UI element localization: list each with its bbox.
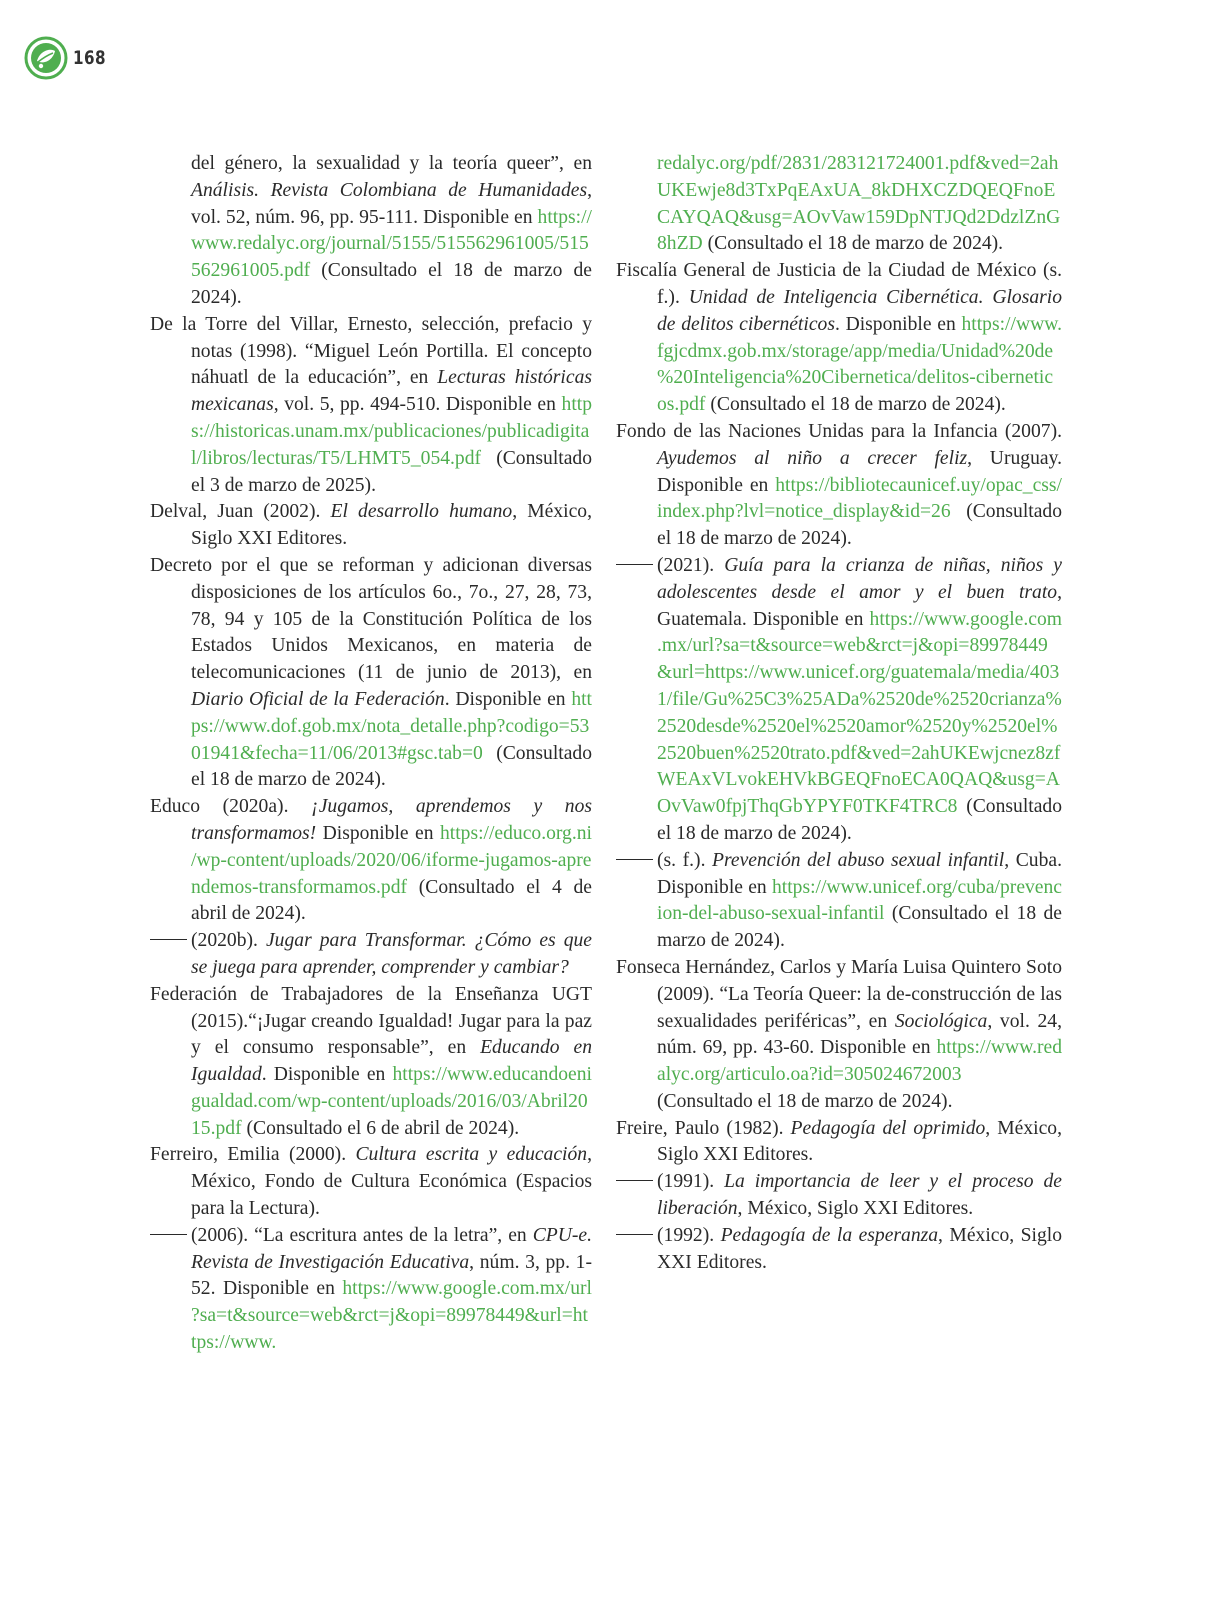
ditto-dash: [616, 1234, 653, 1235]
reference-title: Análisis. Revista Colombiana de Humanidades: [191, 179, 588, 201]
reference-text: , México, Siglo XXI Editores.: [657, 1117, 1062, 1166]
reference-text: (1992).: [657, 1224, 721, 1246]
reference-text: (2020b).: [191, 930, 266, 952]
reference-entry: [150, 499, 592, 553]
reference-text: Federación de Trabajadores de la Enseñanza: [150, 983, 552, 1005]
reference-text: (Consultado el 18 de marzo de 2024).: [657, 1090, 953, 1112]
reference-text: De la Torre del Villar, Ernesto, selección, prefacio y notas (1998). “Miguel León Portilla. El concepto náhuatl de la educación”, en: [150, 313, 592, 389]
reference-title: CPU-e. Revista de Investigación Educativa: [191, 1224, 592, 1273]
reference-text: , Guatemala. Disponible en: [657, 581, 1062, 630]
reference-text: (Consultado el 6 de abril de 2024).: [241, 1117, 520, 1139]
reference-title: Jugar para Transformar. ¿Cómo es que se juega para aprender, comprender y cambiar?: [191, 930, 592, 978]
reference-text: . Disponible en: [834, 313, 962, 335]
reference-link[interactable]: h​t​t​p​s​:​/​/​w​w​w​.​r​e​d​a​l​y​c​.​o​r​g​/​j​o​u​r​n​a​l​/​5​1​5​5​/​5​1​5​5​6​2​9​6​1​0​0​5​/​5​1​5​5​6​2​9​6​1​0​0​5​.​p​d​f: [191, 206, 592, 282]
reference-entry: [616, 1169, 1062, 1223]
reference-title: El desarrollo humano: [330, 501, 513, 523]
reference-text: (s. f.).: [657, 849, 713, 871]
reference-text: (Consultado el 18 de marzo de 2024).: [191, 260, 592, 308]
reference-text: , núm. 3, pp. 1-52. Disponible en: [191, 1251, 592, 1300]
reference-text: (1991).: [657, 1171, 725, 1193]
reference-text: (Consultado el 3 de marzo de 2025).: [191, 447, 592, 496]
reference-title: Guía para la crianza de niñas, niños y adolescentes desde el amor y el buen trato: [657, 554, 1062, 603]
reference-text: . Disponible en: [444, 688, 572, 710]
reference-entry: [616, 258, 1062, 419]
bibliography-column-left: [150, 151, 592, 1357]
reference-text: Disponible en: [316, 822, 440, 844]
reference-text: (Consultado el 18 de marzo de 2024).: [191, 742, 592, 791]
reference-text: (Consultado el 4 de abril de 2024).: [191, 876, 592, 925]
reference-text: , vol. 24, núm. 69, pp. 43-60. Disponible en: [657, 1010, 1062, 1059]
page-header: [24, 36, 114, 80]
reference-entry: [616, 848, 1062, 955]
reference-entry: [150, 928, 592, 982]
reference-title: Educando en Igualdad: [191, 1037, 592, 1086]
reference-link[interactable]: h​t​t​p​s​:​/​/​w​w​w​.​f​g​j​c​d​m​x​.​g​o​b​.​m​x​/​s​t​o​r​a​g​e​/​a​p​p​/​m​e​d​i​a​/​U​n​i​d​a​d​%​2​0​d​e​%​2​0​I​n​t​e​l​i​g​e​n​c​i​a​%​2​0​C​i​b​e​r​n​e​t​i​c​a​/​d​e​l​i​t​o​s​-​c​i​b​e​r​n​e​t​i​c​o​s​.​p​d​f: [657, 313, 1063, 416]
ditto-dash: [616, 1180, 653, 1181]
reference-text: , Cuba. Disponible en: [657, 849, 1062, 898]
reference-entry: [616, 1223, 1062, 1277]
reference-entry: [616, 553, 1062, 848]
reference-acronym: UGT: [551, 983, 592, 1005]
reference-entry: [150, 982, 592, 1143]
reference-text: (2015).“¡Jugar creando Igualdad! Jugar para la paz y el consumo responsable”, en: [191, 1010, 592, 1059]
reference-text: , Uruguay. Disponible en: [657, 447, 1062, 496]
reference-title: Unidad de Inteligencia Cibernética. Glosario de delitos cibernéticos: [657, 286, 1063, 335]
reference-title: Ayudemos al niño a crecer feliz: [657, 447, 968, 469]
reference-text: (2006). “La escritura antes de la letra”, en: [191, 1224, 533, 1246]
ditto-dash: [150, 1234, 187, 1235]
reference-link[interactable]: h​t​t​p​s​:​/​/​w​w​w​.​g​o​o​g​l​e​.​c​o​m​.​m​x​/​u​r​l​?​s​a​=​t​&​s​o​u​r​c​e​=​w​e​b​&​r​c​t​=​j​&​o​p​i​=​8​9​9​7​8​4​4​9​&​u​r​l​=​h​t​t​p​s​:​/​/​w​w​w​.​u​n​i​c​e​f​.​o​r​g​/​g​u​a​t​e​m​a​l​a​/​m​e​d​i​a​/​4​0​3​1​/​f​i​l​e​/​G​u​%​2​5​C​3​%​2​5​A​D​a​%​2​5​2​0​d​e​%​2​5​2​0​c​r​i​a​n​z​a​%​2​5​2​0​d​e​s​d​e​%​2​5​2​0​e​l​%​2​5​2​0​a​m​o​r​%​2​5​2​0​y​%​2​5​2​0​e​l​%​2​5​2​0​b​u​e​n​%​2​5​2​0​t​r​a​t​o​.​p​d​f​&​v​e​d​=​2​a​h​U​K​E​w​j​c​n​e​z​8​z​f​W​E​A​x​V​L​v​o​k​E​H​V​k​B​G​E​Q​F​n​o​E​C​A​0​Q​A​Q​&​u​s​g​=​A​O​v​V​a​w​0​f​p​j​T​h​q​G​b​Y​P​Y​F​0​T​K​F​4​T​R​C​8: [657, 608, 1062, 818]
reference-link[interactable]: r​e​d​a​l​y​c​.​o​r​g​/​p​d​f​/​2​8​3​1​/​2​8​3​1​2​1​7​2​4​0​0​1​.​p​d​f​&​v​e​d​=​2​a​h​U​K​E​w​j​e​8​d​3​T​x​P​q​E​A​x​U​A​_​8​k​D​H​X​C​Z​D​Q​E​Q​F​n​o​E​C​A​Y​Q​A​Q​&​u​s​g​=​A​O​v​V​a​w​1​5​9​D​p​N​T​J​Q​d​2​D​d​z​l​Z​n​G​8​h​Z​D: [657, 153, 1061, 255]
reference-entry: [616, 955, 1062, 1116]
reference-title: Cultura escrita y educación: [355, 1144, 588, 1166]
reference-link[interactable]: h​t​t​p​s​:​/​/​h​i​s​t​o​r​i​c​a​s​.​u​n​a​m​.​m​x​/​p​u​b​l​i​c​a​c​i​o​n​e​s​/​p​u​b​l​i​c​a​d​i​g​i​t​a​l​/​l​i​b​r​o​s​/​l​e​c​t​u​r​a​s​/​T​5​/​L​H​M​T​5​_​0​5​4​.​p​d​f: [191, 394, 592, 469]
reference-link[interactable]: h​t​t​p​s​:​/​/​e​d​u​c​o​.​o​r​g​.​n​i​/​w​p​-​c​o​n​t​e​n​t​/​u​p​l​o​a​d​s​/​2​0​2​0​/​0​6​/​i​f​o​r​m​e​-​j​u​g​a​m​o​s​-​a​p​r​e​n​d​e​m​o​s​-​t​r​a​n​s​f​o​r​m​a​m​o​s​.​p​d​f: [191, 822, 592, 898]
reference-text: , México, Siglo XXI Editores.: [657, 1224, 1062, 1273]
reference-link[interactable]: h​t​t​p​s​:​/​/​b​i​b​l​i​o​t​e​c​a​u​n​i​c​e​f​.​u​y​/​o​p​a​c​_​c​s​s​/​i​n​d​e​x​.​p​h​p​?​l​v​l​=​n​o​t​i​c​e​_​d​i​s​p​l​a​y​&​i​d​=​2​6: [657, 474, 1062, 523]
reference-title: Pedagogía de la esperanza: [720, 1224, 939, 1246]
reference-entry: [150, 794, 592, 928]
reference-text: , México, Fondo de Cultura Económica (Espacios para la Lectura).: [191, 1144, 592, 1220]
reference-entry: [616, 151, 1062, 258]
reference-title: Sociológica: [894, 1010, 988, 1032]
reference-text: (Consultado el 18 de marzo de 2024).: [657, 501, 1062, 550]
reference-title: Pedagogía del oprimido: [790, 1117, 986, 1139]
reference-text: (Consultado el 18 de marzo de 2024).: [705, 394, 1006, 416]
leaf-logo-icon: [24, 36, 68, 80]
reference-text: Fonseca Hernández, Carlos y María Luisa Quintero Soto (2009). “La Teoría Queer: la de-construcción de las sexualidades periféricas”, en: [616, 956, 1062, 1032]
ditto-dash: [616, 564, 653, 565]
reference-title: ¡Jugamos, aprendemos y nos transformamos!: [191, 796, 592, 844]
ditto-dash: [150, 939, 187, 940]
reference-link[interactable]: h​t​t​p​s​:​/​/​w​w​w​.​g​o​o​g​l​e​.​c​o​m​.​m​x​/​u​r​l​?​s​a​=​t​&​s​o​u​r​c​e​=​w​e​b​&​r​c​t​=​j​&​o​p​i​=​8​9​9​7​8​4​4​9​&​u​r​l​=​h​t​t​p​s​:​/​/​w​w​w​.: [191, 1278, 592, 1354]
page-number: 168: [73, 47, 106, 69]
reference-entry: [150, 553, 592, 794]
reference-text: (Consultado el 18 de marzo de 2024).: [657, 903, 1062, 952]
reference-text: , México, Siglo XXI Editores.: [737, 1198, 974, 1220]
reference-link[interactable]: h​t​t​p​s​:​/​/​w​w​w​.​u​n​i​c​e​f​.​o​r​g​/​c​u​b​a​/​p​r​e​v​e​n​c​i​o​n​-​d​e​l​-​a​b​u​s​o​-​s​e​x​u​a​l​-​i​n​f​a​n​t​i​l: [657, 876, 1062, 925]
reference-entry: [616, 1116, 1062, 1170]
reference-text: (2021).: [657, 554, 725, 576]
reference-link[interactable]: h​t​t​p​s​:​/​/​w​w​w​.​d​o​f​.​g​o​b​.​m​x​/​n​o​t​a​_​d​e​t​a​l​l​e​.​p​h​p​?​c​o​d​i​g​o​=​5​3​0​1​9​4​1​&​f​e​c​h​a​=​1​1​/​0​6​/​2​0​1​3​#​g​s​c​.​t​a​b​=​0: [191, 688, 592, 764]
reference-link[interactable]: h​t​t​p​s​:​/​/​w​w​w​.​r​e​d​a​l​y​c​.​o​r​g​/​a​r​t​i​c​u​l​o​.​o​a​?​i​d​=​3​0​5​0​2​4​6​7​2​0​0​3: [657, 1037, 1062, 1086]
reference-entry: [616, 419, 1062, 553]
reference-text: Freire, Paulo (1982).: [616, 1117, 791, 1139]
reference-text: Delval, Juan (2002).: [150, 501, 331, 523]
reference-text: , México, Siglo XXI Editores.: [191, 501, 592, 550]
reference-text: , vol. 52, núm. 96, pp. 95-111. Disponible en: [191, 179, 592, 228]
reference-text: Educo (2020a).: [150, 796, 312, 818]
reference-text: . Disponible en: [261, 1064, 393, 1086]
ditto-dash: [616, 859, 653, 860]
reference-title: Lecturas históricas mexicanas: [191, 367, 592, 416]
reference-text: (Consultado el 18 de marzo de 2024).: [657, 796, 1062, 844]
reference-entry: [150, 312, 592, 500]
bibliography-column-right: [616, 151, 1062, 1276]
reference-entry: [150, 1142, 592, 1222]
reference-text: Decreto por el que se reforman y adicionan diversas disposiciones de los artículos 6o., 7o., 27, 28, 73, 78, 94 y 105 de la Constitución Política de los Estados Unidos Mexicanos, en materia de telecomunicaciones (11 de junio de 2013), en: [150, 554, 592, 684]
reference-title: Diario Oficial de la Federación: [191, 688, 445, 710]
reference-text: Ferreiro, Emilia (2000).: [150, 1144, 356, 1166]
reference-title: La importancia de leer y el proceso de liberación: [657, 1171, 1062, 1220]
reference-text: (Consultado el 18 de marzo de 2024).: [702, 233, 1004, 255]
reference-text: Fondo de las Naciones Unidas para la Infancia (2007).: [616, 420, 1062, 442]
reference-text: , vol. 5, pp. 494-510. Disponible en: [273, 394, 562, 416]
reference-entry: [150, 151, 592, 312]
reference-entry: [150, 1223, 592, 1357]
reference-text: Fiscalía General de Justicia de la Ciudad de México (s. f.).: [616, 260, 1062, 308]
reference-text: del género, la sexualidad y la teoría queer”, en: [191, 153, 592, 174]
reference-title: Prevención del abuso sexual infantil: [712, 849, 1005, 871]
reference-link[interactable]: h​t​t​p​s​:​/​/​w​w​w​.​e​d​u​c​a​n​d​o​e​n​i​g​u​a​l​d​a​d​.​c​o​m​/​w​p​-​c​o​n​t​e​n​t​/​u​p​l​o​a​d​s​/​2​0​1​6​/​0​3​/​A​b​r​i​l​2​0​1​5​.​p​d​f: [191, 1064, 592, 1139]
